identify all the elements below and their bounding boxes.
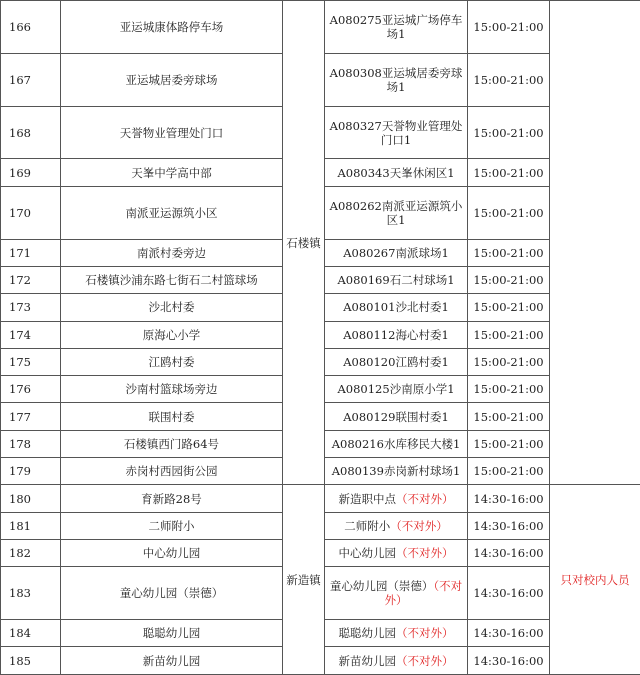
site-code: A080169石二村球场1: [325, 266, 468, 293]
remark-cell: 只对校内人员: [550, 485, 640, 675]
row-number: 166: [1, 1, 61, 54]
time-slot: 15:00-21:00: [468, 403, 550, 430]
location-name: 南派亚运源筑小区: [61, 186, 283, 239]
site-code: A080262南派亚运源筑小区1: [325, 186, 468, 239]
location-name: 联围村委: [61, 403, 283, 430]
time-slot: 15:00-21:00: [468, 239, 550, 266]
location-name: 石楼镇西门路64号: [61, 430, 283, 457]
time-slot: 14:30-16:00: [468, 512, 550, 539]
row-number: 179: [1, 458, 61, 485]
row-number: 167: [1, 53, 61, 106]
remark-cell-empty: [550, 1, 640, 485]
row-number: 183: [1, 567, 61, 620]
row-number: 169: [1, 159, 61, 186]
location-name: 沙南村篮球场旁边: [61, 376, 283, 403]
location-name: 新苗幼儿园: [61, 647, 283, 675]
row-number: 185: [1, 647, 61, 675]
row-number: 177: [1, 403, 61, 430]
site-code: 中心幼儿园（不对外）: [325, 540, 468, 567]
location-name: 二师附小: [61, 512, 283, 539]
location-name: 原海心小学: [61, 321, 283, 348]
location-name: 童心幼儿园（崇德）: [61, 567, 283, 620]
row-number: 168: [1, 106, 61, 159]
time-slot: 15:00-21:00: [468, 53, 550, 106]
site-code: 新造职中点（不对外）: [325, 485, 468, 512]
row-number: 184: [1, 620, 61, 647]
time-slot: 15:00-21:00: [468, 186, 550, 239]
time-slot: 15:00-21:00: [468, 376, 550, 403]
site-code: 聪聪幼儿园（不对外）: [325, 620, 468, 647]
location-name: 亚运城康体路停车场: [61, 1, 283, 54]
location-name: 育新路28号: [61, 485, 283, 512]
row-number: 170: [1, 186, 61, 239]
time-slot: 14:30-16:00: [468, 620, 550, 647]
location-name: 江鸥村委: [61, 348, 283, 375]
site-code: 二师附小（不对外）: [325, 512, 468, 539]
site-code: A080216水库移民大楼1: [325, 430, 468, 457]
time-slot: 14:30-16:00: [468, 567, 550, 620]
row-number: 180: [1, 485, 61, 512]
location-name: 天峯中学高中部: [61, 159, 283, 186]
time-slot: 15:00-21:00: [468, 321, 550, 348]
site-code: A080120江鸥村委1: [325, 348, 468, 375]
row-number: 173: [1, 294, 61, 321]
location-name: 亚运城居委旁球场: [61, 53, 283, 106]
row-number: 175: [1, 348, 61, 375]
row-number: 178: [1, 430, 61, 457]
site-code: A080125沙南原小学1: [325, 376, 468, 403]
site-code: A080101沙北村委1: [325, 294, 468, 321]
table-row: [1, 1, 640, 54]
site-code: A080267南派球场1: [325, 239, 468, 266]
time-slot: 15:00-21:00: [468, 458, 550, 485]
site-code: A080275亚运城广场停车场1: [325, 1, 468, 54]
time-slot: 15:00-21:00: [468, 294, 550, 321]
time-slot: 14:30-16:00: [468, 540, 550, 567]
time-slot: 15:00-21:00: [468, 266, 550, 293]
location-name: 中心幼儿园: [61, 540, 283, 567]
time-slot: 15:00-21:00: [468, 430, 550, 457]
site-code: A080308亚运城居委旁球场1: [325, 53, 468, 106]
time-slot: 15:00-21:00: [468, 348, 550, 375]
town-cell-shilou: 石楼镇: [283, 1, 325, 485]
site-code: 童心幼儿园（崇德）（不对外）: [325, 567, 468, 620]
row-number: 172: [1, 266, 61, 293]
site-code: 新苗幼儿园（不对外）: [325, 647, 468, 675]
time-slot: 14:30-16:00: [468, 647, 550, 675]
row-number: 181: [1, 512, 61, 539]
location-name: 聪聪幼儿园: [61, 620, 283, 647]
time-slot: 15:00-21:00: [468, 1, 550, 54]
time-slot: 14:30-16:00: [468, 485, 550, 512]
time-slot: 15:00-21:00: [468, 159, 550, 186]
row-number: 171: [1, 239, 61, 266]
location-name: 天誉物业管理处门口: [61, 106, 283, 159]
town-cell-xinzao: 新造镇: [283, 485, 325, 675]
location-name: 南派村委旁边: [61, 239, 283, 266]
site-code: A080129联围村委1: [325, 403, 468, 430]
table-row: [1, 485, 640, 512]
time-slot: 15:00-21:00: [468, 106, 550, 159]
site-code: A080112海心村委1: [325, 321, 468, 348]
row-number: 176: [1, 376, 61, 403]
site-code: A080327天誉物业管理处门口1: [325, 106, 468, 159]
row-number: 174: [1, 321, 61, 348]
location-name: 沙北村委: [61, 294, 283, 321]
site-code: A080139赤岗新村球场1: [325, 458, 468, 485]
table-body: [1, 1, 640, 675]
location-name: 赤岗村西园街公园: [61, 458, 283, 485]
row-number: 182: [1, 540, 61, 567]
location-name: 石楼镇沙浦东路七街石二村篮球场: [61, 266, 283, 293]
site-code: A080343天峯休闲区1: [325, 159, 468, 186]
